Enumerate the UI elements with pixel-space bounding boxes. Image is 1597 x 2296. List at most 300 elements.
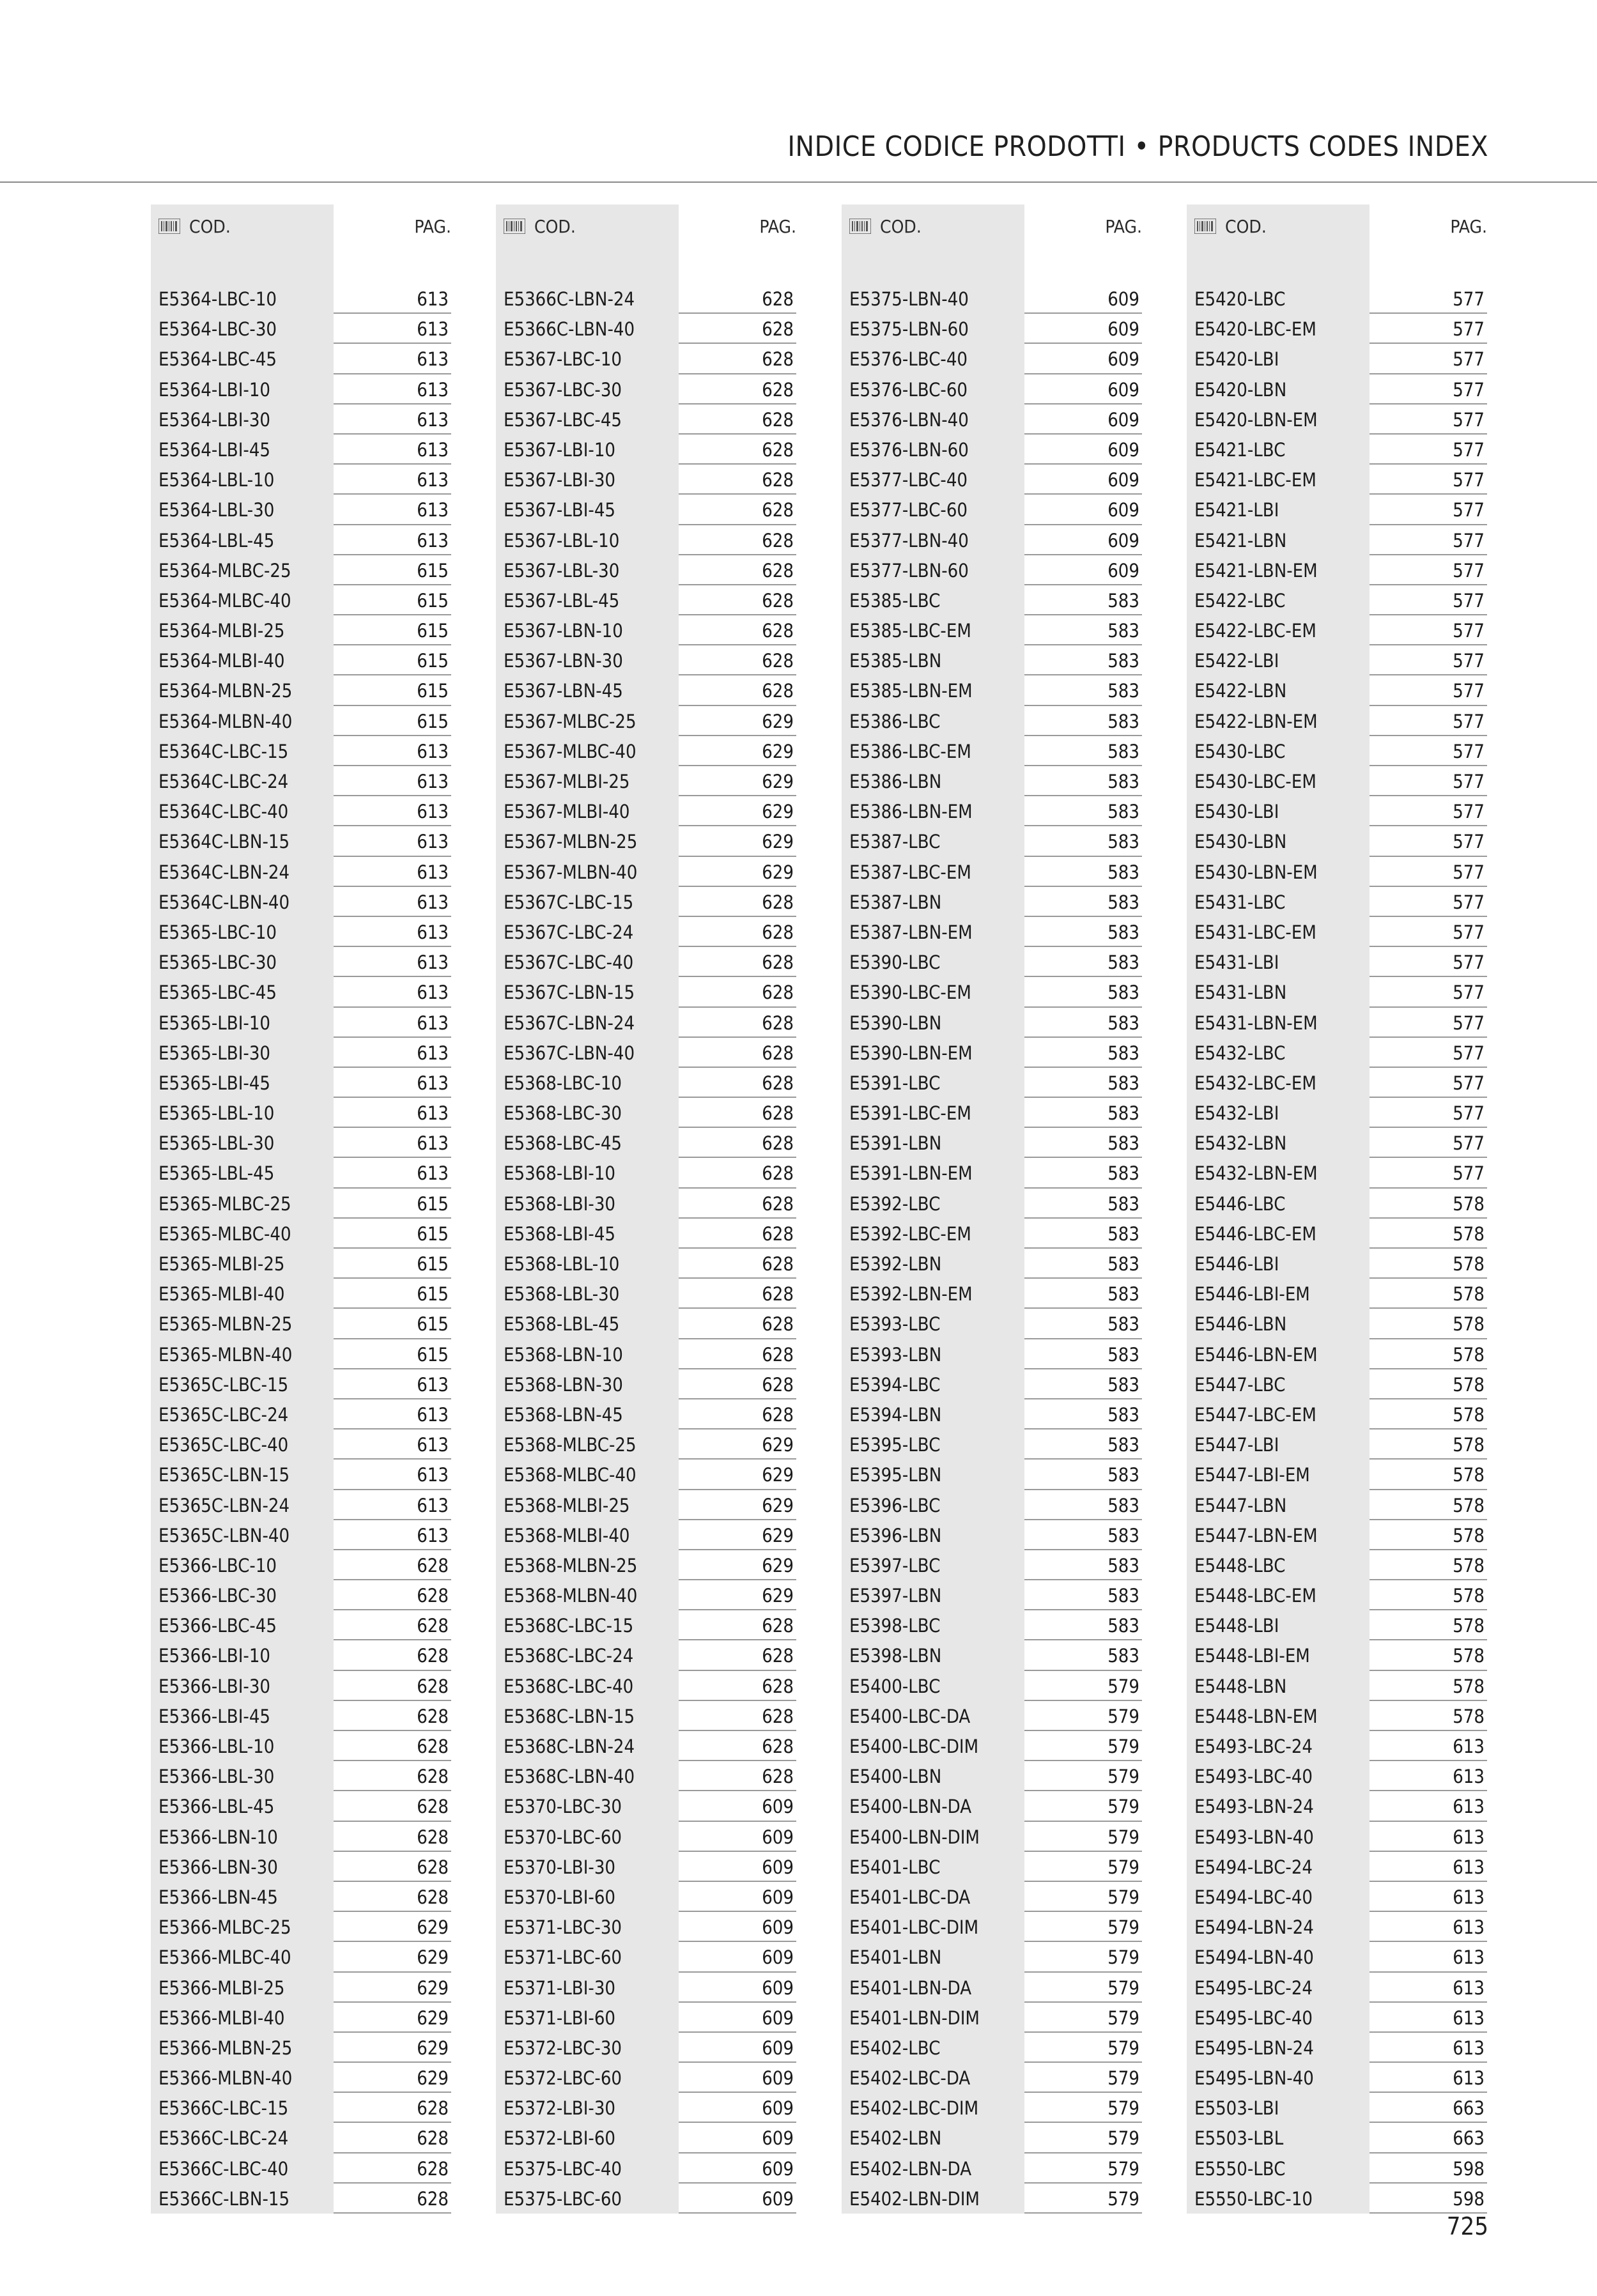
table-row xyxy=(151,1731,451,1761)
product-code: E5364-LBC-45 xyxy=(158,348,277,371)
table-row xyxy=(151,374,451,404)
page-reference: 628 xyxy=(762,1675,794,1697)
page-reference: 598 xyxy=(1453,2187,1485,2210)
product-code: E5375-LBN-60 xyxy=(849,318,969,341)
page-reference: 628 xyxy=(417,1796,449,1818)
table-row xyxy=(496,917,796,947)
table-row xyxy=(496,1942,796,1972)
table-row xyxy=(151,465,451,495)
page-reference: 578 xyxy=(1453,1615,1485,1637)
table-row xyxy=(842,1490,1142,1520)
page-reference: 629 xyxy=(762,831,794,853)
product-code: E5364-LBC-10 xyxy=(158,288,277,310)
table-row xyxy=(1187,1731,1487,1761)
page-reference: 613 xyxy=(417,1072,449,1094)
page-reference: 628 xyxy=(417,2157,449,2180)
page-reference: 583 xyxy=(1107,1222,1139,1245)
product-code: E5421-LBC xyxy=(1194,438,1286,461)
product-code: E5400-LBN xyxy=(849,1766,942,1788)
page-reference: 615 xyxy=(417,620,449,642)
table-row xyxy=(496,2123,796,2153)
product-code: E5421-LBC-EM xyxy=(1194,469,1316,491)
product-code: E5376-LBC-60 xyxy=(849,378,968,401)
table-row xyxy=(496,1973,796,2003)
product-code: E5364-LBI-10 xyxy=(158,378,271,401)
table-row xyxy=(496,1731,796,1761)
page-reference: 629 xyxy=(417,1916,449,1939)
page-reference: 628 xyxy=(417,1886,449,1908)
page-reference: 577 xyxy=(1453,861,1485,883)
product-code: E5366C-LBC-24 xyxy=(158,2127,289,2150)
product-code: E5367-LBC-45 xyxy=(504,408,622,431)
product-code: E5367-LBL-10 xyxy=(504,529,620,551)
product-code: E5402-LBC-DA xyxy=(849,2067,971,2090)
product-code: E5386-LBN xyxy=(849,771,942,792)
code-column-shade xyxy=(1187,204,1369,284)
table-row xyxy=(151,2003,451,2033)
page-reference: 583 xyxy=(1107,1524,1139,1546)
product-code: E5420-LBI xyxy=(1194,348,1279,371)
product-code: E5402-LBN xyxy=(849,2127,942,2150)
page-reference: 577 xyxy=(1453,891,1485,913)
table-row xyxy=(842,2003,1142,2033)
page-reference: 598 xyxy=(1453,2157,1485,2180)
product-code: E5495-LBN-40 xyxy=(1194,2067,1314,2090)
product-code: E5503-LBL xyxy=(1194,2127,1284,2150)
table-row xyxy=(1187,2093,1487,2123)
product-code: E5375-LBC-60 xyxy=(504,2187,622,2210)
page-reference: 628 xyxy=(762,589,794,612)
product-code: E5365C-LBN-15 xyxy=(158,1464,290,1486)
product-code: E5371-LBI-30 xyxy=(504,1976,616,1999)
product-code: E5550-LBC xyxy=(1194,2157,1286,2180)
table-row xyxy=(151,1128,451,1158)
page-reference: 609 xyxy=(762,2187,794,2210)
page-reference: 609 xyxy=(1107,469,1139,491)
product-code: E5370-LBC-60 xyxy=(504,1826,622,1848)
product-code: E5366-MLBI-25 xyxy=(158,1976,285,1999)
product-code: E5364-LBC-30 xyxy=(158,318,277,341)
page-reference: 583 xyxy=(1107,710,1139,732)
product-code: E5432-LBC-EM xyxy=(1194,1072,1316,1094)
table-row xyxy=(151,1158,451,1188)
table-row xyxy=(842,675,1142,705)
page-reference: 583 xyxy=(1107,1494,1139,1516)
table-row xyxy=(1187,675,1487,705)
page-reference: 628 xyxy=(762,1403,794,1426)
page-reference: 583 xyxy=(1107,1373,1139,1396)
table-row xyxy=(1187,1219,1487,1249)
table-row xyxy=(496,706,796,736)
table-row xyxy=(496,1791,796,1821)
product-code: E5397-LBN xyxy=(849,1585,942,1607)
page-reference: 609 xyxy=(1107,499,1139,521)
table-row xyxy=(1187,645,1487,675)
page-reference: 613 xyxy=(1453,1796,1485,1818)
product-code: E5493-LBN-24 xyxy=(1194,1796,1314,1818)
page-reference: 628 xyxy=(417,2127,449,2150)
product-code: E5364-MLBN-25 xyxy=(158,680,293,702)
page-reference: 577 xyxy=(1453,499,1485,521)
page-reference: 629 xyxy=(762,771,794,792)
table-row xyxy=(1187,1429,1487,1460)
product-code: E5368-LBC-45 xyxy=(504,1132,622,1155)
page-reference: 579 xyxy=(1107,1796,1139,1818)
page-reference: 609 xyxy=(1107,529,1139,551)
page-reference: 613 xyxy=(417,438,449,461)
table-row xyxy=(842,947,1142,977)
product-code: E5493-LBC-40 xyxy=(1194,1766,1313,1788)
product-code: E5367-LBC-10 xyxy=(504,348,622,371)
product-code: E5368-LBC-10 xyxy=(504,1072,622,1094)
product-code: E5430-LBN xyxy=(1194,831,1287,853)
product-code: E5368-LBI-30 xyxy=(504,1192,616,1215)
page-reference: 609 xyxy=(762,2097,794,2120)
page-reference: 583 xyxy=(1107,1585,1139,1607)
product-code: E5367-LBN-10 xyxy=(504,620,623,642)
table-row xyxy=(1187,1912,1487,1942)
page-reference: 579 xyxy=(1107,2097,1139,2120)
page-reference: 613 xyxy=(1453,1916,1485,1939)
table-row xyxy=(1187,1279,1487,1309)
product-code: E5386-LBC-EM xyxy=(849,740,971,762)
page-reference: 613 xyxy=(417,891,449,913)
product-code: E5448-LBC xyxy=(1194,1554,1286,1576)
table-row xyxy=(1187,1822,1487,1852)
product-code: E5368-LBN-45 xyxy=(504,1403,623,1426)
product-code: E5402-LBN-DA xyxy=(849,2157,972,2180)
page-reference: 628 xyxy=(417,1826,449,1848)
table-row xyxy=(151,1610,451,1640)
page-reference: 628 xyxy=(762,650,794,672)
table-row xyxy=(151,1339,451,1369)
table-header xyxy=(842,204,1142,284)
product-code: E5395-LBC xyxy=(849,1434,941,1456)
page-reference: 609 xyxy=(1107,288,1139,310)
table-row xyxy=(151,1822,451,1852)
table-row xyxy=(1187,736,1487,766)
product-code: E5432-LBN xyxy=(1194,1132,1287,1155)
table-row xyxy=(842,1942,1142,1972)
page-reference: 628 xyxy=(762,1736,794,1757)
table-row xyxy=(1187,495,1487,525)
product-code: E5375-LBN-40 xyxy=(849,288,969,310)
product-code: E5365-MLBI-25 xyxy=(158,1253,285,1275)
page-reference: 583 xyxy=(1107,921,1139,943)
table-row xyxy=(1187,917,1487,947)
table-row xyxy=(496,2093,796,2123)
table-row xyxy=(496,1219,796,1249)
table-row xyxy=(1187,977,1487,1007)
table-row xyxy=(842,766,1142,796)
product-code: E5503-LBI xyxy=(1194,2097,1279,2120)
table-row xyxy=(151,826,451,856)
table-row xyxy=(151,2063,451,2093)
product-code: E5368-MLBN-40 xyxy=(504,1585,638,1607)
page-reference: 629 xyxy=(762,801,794,823)
product-code: E5398-LBC xyxy=(849,1615,941,1637)
product-code: E5391-LBN-EM xyxy=(849,1162,973,1185)
table-row xyxy=(496,555,796,585)
page-reference: 628 xyxy=(417,1736,449,1757)
page-reference: 583 xyxy=(1107,982,1139,1004)
page-reference: 613 xyxy=(417,1403,449,1426)
table-row xyxy=(842,857,1142,887)
page-reference: 613 xyxy=(417,378,449,401)
page-reference: 628 xyxy=(417,1675,449,1697)
product-code: E5366-LBC-45 xyxy=(158,1615,277,1637)
page-reference: 628 xyxy=(762,952,794,974)
page-reference: 613 xyxy=(417,1464,449,1486)
table-row xyxy=(842,1973,1142,2003)
page-reference: 583 xyxy=(1107,1434,1139,1456)
table-row xyxy=(1187,706,1487,736)
code-column-label: COD. xyxy=(1225,216,1267,237)
page-reference: 613 xyxy=(1453,1856,1485,1878)
product-code: E5366-LBI-30 xyxy=(158,1675,271,1697)
page-reference: 613 xyxy=(417,1494,449,1516)
page-reference: 628 xyxy=(762,469,794,491)
product-code: E5366C-LBC-15 xyxy=(158,2097,289,2120)
table-row xyxy=(842,1038,1142,1068)
page-reference: 579 xyxy=(1107,2067,1139,2090)
table-row xyxy=(496,1249,796,1279)
product-code: E5368-MLBC-25 xyxy=(504,1434,636,1456)
page-reference: 577 xyxy=(1453,1012,1485,1034)
table-row xyxy=(842,645,1142,675)
product-code: E5402-LBC-DIM xyxy=(849,2097,979,2120)
page-reference: 609 xyxy=(762,2037,794,2059)
page-reference: 613 xyxy=(1453,2037,1485,2059)
product-code: E5401-LBN xyxy=(849,1946,942,1969)
product-code: E5431-LBN-EM xyxy=(1194,1012,1318,1034)
table-row xyxy=(1187,1761,1487,1791)
product-code: E5377-LBC-60 xyxy=(849,499,968,521)
page-reference: 629 xyxy=(417,1946,449,1969)
page-reference: 583 xyxy=(1107,1645,1139,1667)
page-reference: 578 xyxy=(1453,1464,1485,1486)
table-row xyxy=(496,284,796,314)
table-row xyxy=(1187,435,1487,465)
page-reference: 628 xyxy=(417,1705,449,1727)
page-reference: 613 xyxy=(417,1162,449,1185)
table-row xyxy=(842,585,1142,615)
table-row xyxy=(842,1309,1142,1339)
product-code: E5364-LBL-30 xyxy=(158,499,275,521)
table-row xyxy=(842,2033,1142,2063)
page-reference: 629 xyxy=(762,1585,794,1607)
page-reference: 613 xyxy=(417,469,449,491)
table-row xyxy=(1187,1973,1487,2003)
product-code: E5393-LBC xyxy=(849,1313,941,1336)
product-code: E5387-LBC-EM xyxy=(849,861,971,883)
table-row xyxy=(496,615,796,645)
product-code: E5421-LBN-EM xyxy=(1194,559,1318,582)
page-reference: 628 xyxy=(417,1615,449,1637)
product-code: E5367-MLBI-40 xyxy=(504,801,630,823)
table-row xyxy=(151,2093,451,2123)
table-row xyxy=(151,1580,451,1610)
table-row xyxy=(842,555,1142,585)
table-row xyxy=(496,2033,796,2063)
table-row xyxy=(1187,555,1487,585)
page-reference: 613 xyxy=(1453,1766,1485,1788)
product-code: E5448-LBI xyxy=(1194,1615,1279,1637)
page-reference: 628 xyxy=(762,1283,794,1306)
product-code: E5366C-LBN-24 xyxy=(504,288,635,310)
page-reference: 615 xyxy=(417,1222,449,1245)
table-row xyxy=(151,495,451,525)
page-reference: 583 xyxy=(1107,1554,1139,1576)
product-code: E5422-LBN-EM xyxy=(1194,710,1318,732)
page-reference: 609 xyxy=(762,1886,794,1908)
table-row xyxy=(1187,796,1487,826)
page-reference: 629 xyxy=(762,1554,794,1576)
table-row xyxy=(842,736,1142,766)
page-reference: 615 xyxy=(417,589,449,612)
page-reference: 583 xyxy=(1107,1042,1139,1064)
product-code: E5446-LBC xyxy=(1194,1192,1286,1215)
page-reference: 578 xyxy=(1453,1192,1485,1215)
page-reference: 579 xyxy=(1107,2127,1139,2150)
product-code: E5364-LBI-30 xyxy=(158,408,271,431)
table-row xyxy=(151,1399,451,1429)
product-code: E5400-LBC-DA xyxy=(849,1705,971,1727)
table-row xyxy=(1187,826,1487,856)
product-code: E5396-LBN xyxy=(849,1524,942,1546)
table-row xyxy=(496,977,796,1007)
page-reference: 629 xyxy=(762,710,794,732)
table-row xyxy=(496,887,796,917)
page-reference: 577 xyxy=(1453,710,1485,732)
table-row xyxy=(151,1189,451,1219)
product-code: E5371-LBI-60 xyxy=(504,2007,616,2029)
page-reference: 628 xyxy=(762,1615,794,1637)
product-code: E5494-LBC-24 xyxy=(1194,1856,1313,1878)
table-row xyxy=(151,947,451,977)
table-row xyxy=(151,1460,451,1490)
table-row xyxy=(496,1912,796,1942)
product-code: E5364-MLBC-25 xyxy=(158,559,291,582)
table-row xyxy=(842,2093,1142,2123)
table-row xyxy=(842,2184,1142,2214)
page-reference: 583 xyxy=(1107,740,1139,762)
product-code: E5376-LBC-40 xyxy=(849,348,968,371)
table-row xyxy=(1187,1460,1487,1490)
product-code: E5395-LBN xyxy=(849,1464,942,1486)
page-reference: 578 xyxy=(1453,1645,1485,1667)
page-reference: 609 xyxy=(762,1946,794,1969)
product-code: E5494-LBC-40 xyxy=(1194,1886,1313,1908)
product-code: E5372-LBC-30 xyxy=(504,2037,622,2059)
product-code: E5391-LBC xyxy=(849,1072,941,1094)
table-row xyxy=(151,706,451,736)
product-code: E5366-LBN-10 xyxy=(158,1826,278,1848)
product-code: E5400-LBN-DIM xyxy=(849,1826,980,1848)
page-reference: 583 xyxy=(1107,1192,1139,1215)
table-row xyxy=(151,675,451,705)
table-row xyxy=(496,1068,796,1098)
page-reference: 609 xyxy=(1107,438,1139,461)
table-row xyxy=(496,1761,796,1791)
table-row xyxy=(842,1761,1142,1791)
product-code: E5371-LBC-60 xyxy=(504,1946,622,1969)
table-row xyxy=(842,1249,1142,1279)
product-code: E5495-LBC-40 xyxy=(1194,2007,1313,2029)
product-code: E5364-MLBN-40 xyxy=(158,710,293,732)
product-code: E5431-LBN xyxy=(1194,982,1287,1004)
product-code: E5372-LBC-60 xyxy=(504,2067,622,2090)
page-reference: 613 xyxy=(417,408,449,431)
product-code: E5368C-LBN-24 xyxy=(504,1736,635,1757)
table-row xyxy=(496,465,796,495)
page-reference: 578 xyxy=(1453,1494,1485,1516)
table-row xyxy=(1187,1158,1487,1188)
table-row xyxy=(151,1038,451,1068)
page-reference: 615 xyxy=(417,1343,449,1366)
table-row xyxy=(496,857,796,887)
table-row xyxy=(842,1460,1142,1490)
page-reference: 628 xyxy=(417,1585,449,1607)
table-row xyxy=(151,615,451,645)
page-reference: 628 xyxy=(762,1705,794,1727)
page-reference: 578 xyxy=(1453,1222,1485,1245)
page-reference: 609 xyxy=(762,2157,794,2180)
table-row xyxy=(1187,887,1487,917)
table-row xyxy=(496,1098,796,1128)
table-row xyxy=(496,947,796,977)
product-code: E5365-MLBN-25 xyxy=(158,1313,293,1336)
product-code: E5365C-LBN-24 xyxy=(158,1494,290,1516)
table-row xyxy=(1187,1189,1487,1219)
product-code: E5377-LBN-40 xyxy=(849,529,969,551)
table-row xyxy=(151,2123,451,2153)
table-row xyxy=(151,344,451,374)
page-reference: 579 xyxy=(1107,1916,1139,1939)
product-code: E5370-LBC-30 xyxy=(504,1796,622,1818)
page-reference: 613 xyxy=(1453,2067,1485,2090)
product-code: E5446-LBN-EM xyxy=(1194,1343,1318,1366)
product-code: E5364-MLBC-40 xyxy=(158,589,291,612)
product-code: E5400-LBC-DIM xyxy=(849,1736,979,1757)
table-row xyxy=(496,1460,796,1490)
product-code: E5366-LBL-45 xyxy=(158,1796,275,1818)
table-row xyxy=(1187,585,1487,615)
page-reference: 628 xyxy=(762,1132,794,1155)
page-column-label: PAG. xyxy=(1450,216,1487,237)
product-code: E5365-MLBC-40 xyxy=(158,1222,291,1245)
page-reference: 628 xyxy=(762,1253,794,1275)
product-code: E5396-LBC xyxy=(849,1494,941,1516)
product-code: E5365-LBL-45 xyxy=(158,1162,275,1185)
page-reference: 579 xyxy=(1107,1886,1139,1908)
product-code: E5430-LBN-EM xyxy=(1194,861,1318,883)
table-header xyxy=(496,204,796,284)
page-reference: 577 xyxy=(1453,1042,1485,1064)
table-row xyxy=(496,585,796,615)
product-code: E5367-LBI-30 xyxy=(504,469,616,491)
page-reference: 577 xyxy=(1453,1072,1485,1094)
product-code: E5368-MLBI-40 xyxy=(504,1524,630,1546)
product-code: E5365-LBL-30 xyxy=(158,1132,275,1155)
product-code: E5368-MLBC-40 xyxy=(504,1464,636,1486)
product-code: E5400-LBC xyxy=(849,1675,941,1697)
page-reference: 628 xyxy=(417,1856,449,1878)
table-row xyxy=(1187,857,1487,887)
table-row xyxy=(496,495,796,525)
page-reference: 615 xyxy=(417,1192,449,1215)
table-row xyxy=(1187,2063,1487,2093)
